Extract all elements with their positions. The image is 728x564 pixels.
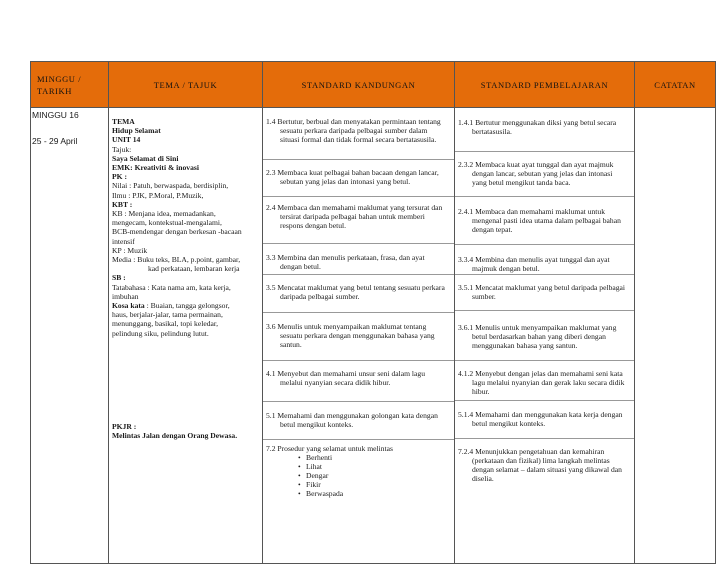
kb-line: KB : Menjana idea, memadankan, (112, 209, 216, 219)
kandungan-item-number: 2.3 (266, 168, 278, 177)
pembelajaran-item-number: 3.3.4 (458, 255, 476, 264)
pembelajaran-item-number: 1.4.1 (458, 118, 476, 127)
kandungan-divider (263, 360, 454, 361)
header-standard-kandungan: STANDARD KANDUNGAN (263, 62, 455, 108)
pembelajaran-item (455, 369, 634, 396)
pembelajaran-item-text: Memahami dan menggunakan kata kerja dengan betul mengikut konteks. (472, 410, 623, 429)
kandungan-item (263, 411, 454, 429)
pembelajaran-item (455, 410, 634, 428)
kandungan-bullet: • Dengar (266, 471, 448, 480)
kosa-kata-value: : Buaian, tangga gelongsor, (144, 301, 230, 311)
sb-label: SB : (112, 273, 126, 283)
kbt-label: KBT : (112, 199, 133, 209)
header-standard-pembelajaran: STANDARD PEMBELAJARAN (455, 62, 635, 108)
kandungan-item (263, 444, 454, 499)
week-date-cell (31, 108, 109, 564)
kandungan-item-number: 7.2 (266, 444, 278, 453)
kandungan-item-number: 5.1 (266, 411, 278, 420)
pembelajaran-divider (455, 360, 634, 361)
pembelajaran-divider (455, 438, 634, 439)
standard-pembelajaran-cell (455, 108, 635, 564)
kandungan-divider (263, 243, 454, 244)
pembelajaran-item-text: Mencatat maklumat yang betul daripada pelbagai sumber. (472, 283, 626, 302)
kandungan-item (263, 117, 454, 144)
nilai-line: Nilai : Patuh, berwaspada, berdisiplin, (112, 181, 229, 191)
header-date-label: TARIKH (37, 85, 73, 96)
kandungan-item-number: 3.6 (266, 322, 278, 331)
pembelajaran-divider (455, 400, 634, 401)
pembelajaran-item-text: Membina dan menulis ayat tunggal dan ayat majmuk dengan betul. (472, 255, 610, 274)
kb-line-2: mengecam, kontekstual-mengalami, (112, 218, 222, 228)
kandungan-divider (263, 439, 454, 440)
kosa-kata-label: Kosa kata (112, 301, 145, 311)
kandungan-bullet: • Berwaspada (266, 489, 448, 498)
emk-line: EMK: Kreativiti & inovasi (112, 163, 199, 173)
kandungan-item-number: 1.4 (266, 117, 278, 126)
kandungan-item (263, 283, 454, 301)
pembelajaran-item-number: 5.1.4 (458, 410, 476, 419)
kandungan-item-text: Menyebut dan memahami unsur seni dalam lagu melalui nyanyian secara didik hibur. (277, 369, 426, 388)
pembelajaran-item-number: 2.4.1 (458, 207, 476, 216)
kb-line-3: BCB-mendengar dengan berkesan -bacaan (112, 227, 242, 237)
table-header-row (31, 62, 716, 108)
standard-kandungan-cell (263, 108, 455, 564)
pembelajaran-divider (455, 196, 634, 197)
pembelajaran-divider (455, 151, 634, 152)
unit-label: UNIT 14 (112, 135, 141, 145)
kandungan-item-text: Menulis untuk menyampaikan maklumat tentang sesuatu perkara dengan menggunakan bahasa yang santun. (277, 322, 435, 350)
pembelajaran-item (455, 160, 634, 187)
kandungan-bullet: • Lihat (266, 462, 448, 471)
pembelajaran-item-number: 2.3.2 (458, 160, 476, 169)
header-week-date (31, 62, 109, 108)
kandungan-divider (263, 196, 454, 197)
kandungan-bullet: • Berhenti (266, 453, 448, 462)
pembelajaran-item-text: Membaca dan memahami maklumat untuk mengenal pasti idea utama dalam pelbagai bahan dengan tepat. (472, 207, 621, 235)
kandungan-item-number: 3.3 (266, 253, 278, 262)
kandungan-divider (263, 312, 454, 313)
pk-label: PK : (112, 172, 127, 182)
pembelajaran-item-text: Menulis untuk menyampaikan maklumat yang betul berdasarkan bahan yang diberi dengan menggunakan bahasa yang santun. (472, 323, 617, 351)
pembelajaran-item-text: Menunjukkan pengetahuan dan kemahiran (perkataan dan fizikal) lima langkah melintas dengan selamat – dalam situasi yang dikawal dan diselia. (472, 447, 622, 484)
kosa-kata-line-3: menunggang, basikal, topi keledar, (112, 319, 218, 329)
week-label: MINGGU 16 (32, 110, 79, 120)
standard-pembelajaran-list (455, 108, 634, 563)
kandungan-divider (263, 274, 454, 275)
pembelajaran-item (455, 283, 634, 301)
pkjr-label: PKJR : (112, 421, 137, 431)
pembelajaran-item (455, 207, 634, 234)
catatan-cell (635, 108, 716, 564)
pembelajaran-item (455, 118, 634, 136)
kandungan-item-number: 2.4 (266, 203, 278, 212)
ilmu-line: Ilmu : PJK, P.Moral, P.Muzik, (112, 190, 204, 200)
kandungan-item (263, 168, 454, 186)
header-week-label: MINGGU / (37, 73, 82, 84)
pembelajaran-item-number: 3.5.1 (458, 283, 476, 292)
kandungan-item-number: 3.5 (266, 283, 278, 292)
kp-line: KP : Muzik (112, 245, 148, 255)
pembelajaran-item (455, 323, 634, 350)
header-catatan: CATATAN (635, 62, 716, 108)
pembelajaran-divider (455, 274, 634, 275)
tema-value: Hidup Selamat (112, 126, 161, 136)
kandungan-item-text: Prosedur yang selamat untuk melintas (277, 444, 393, 453)
pembelajaran-item (455, 447, 634, 483)
kandungan-item (263, 369, 454, 387)
kandungan-divider (263, 401, 454, 402)
kandungan-item-text: Membaca kuat pelbagai bahan bacaan dengan lancar, sebutan yang jelas dan intonasi yang betul. (277, 168, 439, 187)
tema-cell (109, 108, 263, 564)
kandungan-bullet: • Fikir (266, 480, 448, 489)
pkjr-value: Melintas Jalan dengan Orang Dewasa. (112, 431, 238, 441)
kosa-kata-line-2: haus, berjalar-jalar, tama permainan, (112, 310, 223, 320)
kandungan-item (263, 253, 454, 271)
tema-label: TEMA (112, 117, 135, 126)
table-row (31, 108, 716, 564)
pembelajaran-item-text: Menyebut dengan jelas dan memahami seni kata lagu melalui nyanyian dan gerak laku secara didik hibur. (472, 369, 625, 397)
tatabahasa-line: Tatabahasa : Kata nama am, kata kerja, (112, 282, 231, 292)
pembelajaran-item-number: 3.6.1 (458, 323, 476, 332)
tajuk-value: Saya Selamat di Sini (112, 153, 179, 163)
media-line: Media : Buku teks, BLA, p.point, gambar, (112, 255, 241, 265)
kosa-kata-line-4: pelindung siku, pelindung lutut. (112, 328, 209, 338)
standard-kandungan-list (263, 108, 454, 563)
kandungan-item-text: Membaca dan memahami maklumat yang tersurat dan tersirat daripada pelbagai bahan untuk memberi respons dengan betul. (277, 203, 443, 231)
pembelajaran-item-number: 4.1.2 (458, 369, 476, 378)
kandungan-item (263, 322, 454, 349)
kandungan-item-text: Bertutur, berbual dan menyatakan permintaan tentang sesuatu perkara daripada pelbagai sumber dalam situasi formal dan tidak formal secara bertatasusila. (277, 117, 441, 145)
lesson-plan-table (30, 61, 716, 564)
kandungan-item (263, 203, 454, 230)
pembelajaran-item-text: Membaca kuat ayat tunggal dan ayat majmuk dengan lancar, sebutan yang jelas dan intonasi yang betul mengikut tanda baca. (472, 160, 614, 188)
kandungan-item-number: 4.1 (266, 369, 278, 378)
pembelajaran-divider (455, 244, 634, 245)
kandungan-divider (263, 159, 454, 160)
kandungan-item-text: Mencatat maklumat yang betul tentang sesuatu perkara daripada pelbagai sumber. (277, 283, 445, 302)
date-range: 25 - 29 April (32, 136, 78, 146)
pembelajaran-divider (455, 310, 634, 311)
media-line-2: kad perkataan, lembaran kerja (148, 264, 240, 274)
pembelajaran-item-number: 7.2.4 (458, 447, 476, 456)
pembelajaran-item-text: Bertutur menggunakan diksi yang betul secara bertatasusila. (472, 118, 617, 137)
imbuhan-line: imbuhan (112, 291, 139, 301)
header-tema: TEMA / TAJUK (109, 62, 263, 108)
pembelajaran-item (455, 255, 634, 273)
kandungan-item-text: Membina dan menulis perkataan, frasa, dan ayat dengan betul. (277, 253, 425, 272)
kb-line-4: intensif (112, 236, 135, 246)
kandungan-item-text: Memahami dan menggunakan golongan kata dengan betul mengikut konteks. (277, 411, 438, 430)
tajuk-label: Tajuk: (112, 144, 132, 154)
